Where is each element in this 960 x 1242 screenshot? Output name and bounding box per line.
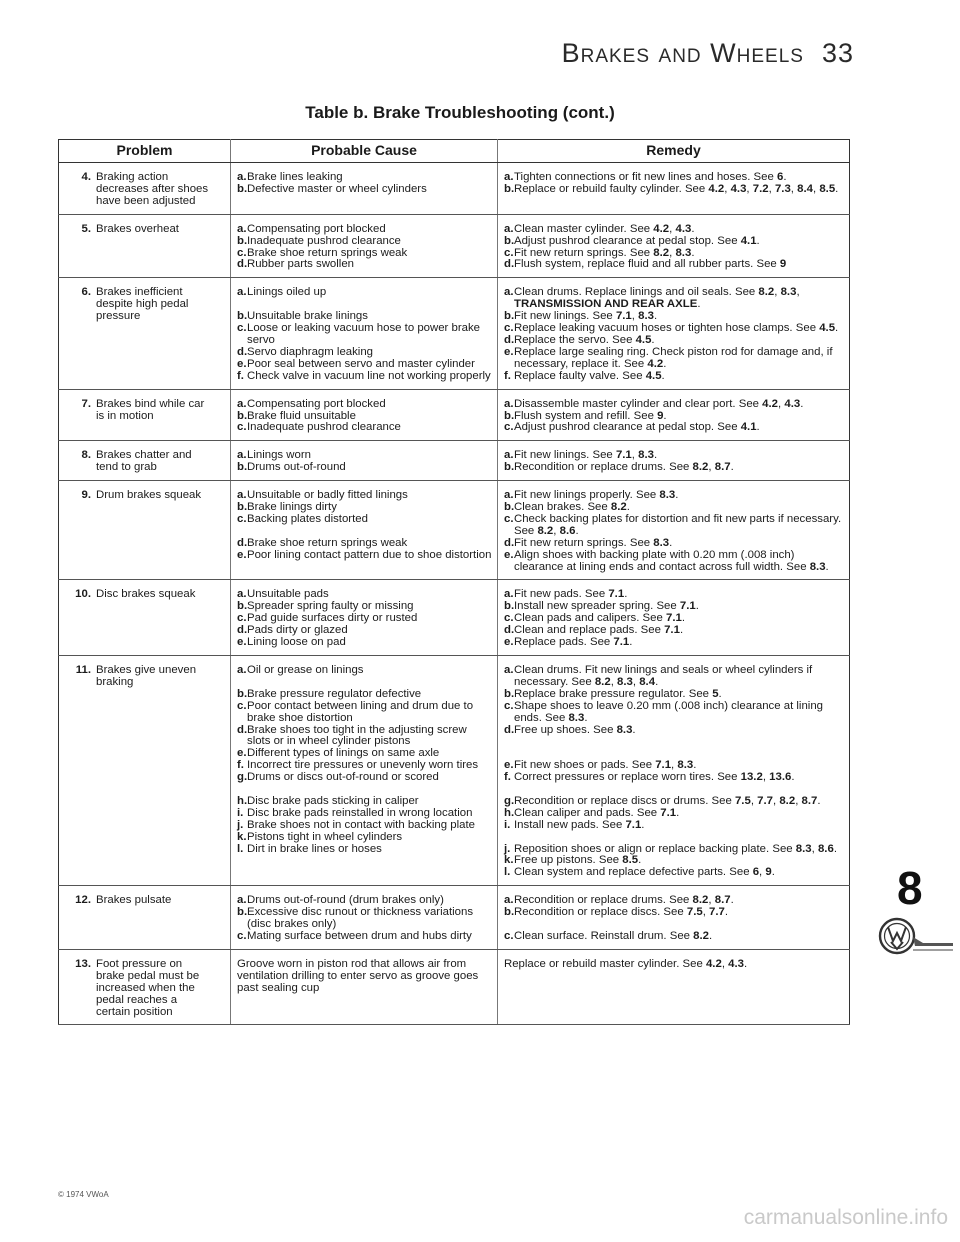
cause-letter: f.: [237, 369, 244, 382]
remedy-text: Fit new linings properly. See 8.3.: [514, 489, 679, 502]
cause-letter: c.: [237, 512, 247, 525]
cause-text: Disc brake pads sticking in caliper: [247, 794, 419, 807]
problem-number: 9.: [81, 489, 91, 502]
remedy-text: Replace leaking vacuum hoses or tighten hose clamps. See 4.5.: [514, 322, 839, 335]
cause-item: [237, 665, 493, 677]
remedy-text: Adjust pushrod clearance at pedal stop. See 4.1.: [514, 234, 760, 247]
cause-text: Disc brake pads reinstalled in wrong location: [247, 806, 473, 819]
remedy-cell: [498, 278, 850, 389]
problem-cell: [59, 278, 231, 389]
problem-text: Brakes pulsate: [96, 894, 172, 907]
remedy-text: Shape shoes to leave 0.20 mm (.008 inch) clearance at lining ends. See 8.3.: [514, 699, 823, 724]
remedy-text: Free up shoes. See 8.3.: [514, 723, 636, 736]
cause-text: Compensating port blocked: [247, 397, 386, 410]
cause-cell: [231, 949, 498, 1025]
cause-text: Brake lines leaking: [247, 171, 343, 183]
cause-text: Pad guide surfaces dirty or rusted: [247, 612, 418, 625]
remedy-letter: e.: [504, 636, 514, 649]
remedy-letter: c.: [504, 512, 514, 525]
remedy-letter: i.: [504, 818, 511, 831]
cause-item: [237, 772, 493, 784]
remedy-letter: d.: [504, 536, 515, 549]
cause-letter: a.: [237, 449, 247, 462]
cause-text: Spreader spring faulty or missing: [247, 600, 414, 613]
cause-item: [237, 820, 493, 832]
remedy-item: [504, 422, 845, 434]
cause-letter: c.: [237, 421, 247, 434]
cause-item: [237, 907, 493, 931]
remedy-letter: c.: [504, 421, 514, 434]
cause-text: Poor contact between lining and drum due to brake shoe distortion: [247, 699, 474, 724]
page-header: [562, 38, 854, 69]
cause-text: Inadequate pushrod clearance: [247, 234, 401, 247]
column-header-probable-cause: Probable Cause: [231, 140, 498, 163]
cause-item: [237, 959, 493, 995]
remedy-text: Clean surface. Reinstall drum. See 8.2.: [514, 929, 713, 942]
remedy-letter: j.: [504, 842, 511, 855]
cause-letter: a.: [237, 171, 247, 183]
problem-cell: [59, 389, 231, 441]
cause-letter: a.: [237, 894, 247, 907]
remedy-item: [504, 538, 845, 550]
remedy-letter: b.: [504, 182, 515, 195]
cause-item: [237, 844, 493, 856]
remedy-text: Replace pads. See 7.1.: [514, 636, 633, 649]
remedy-text: Flush system, replace fluid and all rubber parts. See 9: [514, 258, 787, 271]
cause-item: [237, 725, 493, 749]
cause-cell: [231, 441, 498, 481]
remedy-text: Fit new return springs. See 8.2, 8.3.: [514, 246, 695, 259]
remedy-letter: a.: [504, 222, 514, 235]
remedy-item: [504, 867, 845, 879]
remedy-item: [504, 259, 845, 271]
problem-number: 7.: [81, 397, 91, 410]
remedy-letter: d.: [504, 723, 515, 736]
cause-text: Groove worn in piston rod that allows air from ventilation drilling to enter servo as groove goes past sealing cup: [237, 957, 479, 994]
remedy-item: [504, 959, 845, 971]
cause-letter: j.: [237, 818, 244, 831]
cause-item: [237, 347, 493, 359]
table-title: Table b. Brake Troubleshooting (cont.): [305, 103, 615, 122]
cause-letter: h.: [237, 794, 248, 807]
cause-letter: i.: [237, 806, 244, 819]
cause-text: Poor seal between servo and master cylinder: [247, 357, 475, 370]
remedy-letter: b.: [504, 501, 515, 514]
problem-number: 4.: [81, 171, 91, 183]
problem-cell: [59, 214, 231, 278]
cause-letter: c.: [237, 246, 247, 259]
remedy-cell: [498, 481, 850, 580]
problem-cell: [59, 656, 231, 886]
remedy-item: [504, 287, 845, 311]
cause-item: [237, 689, 493, 701]
cause-text: Incorrect tire pressures or unevenly worn tires: [247, 759, 479, 772]
remedy-text: Fit new shoes or pads. See 7.1, 8.3.: [514, 759, 697, 772]
cause-cell: [231, 656, 498, 886]
table-row: [59, 278, 850, 389]
remedy-text: Fit new linings. See 7.1, 8.3.: [514, 449, 658, 462]
remedy-letter: c.: [504, 929, 514, 942]
remedy-text: Install new pads. See 7.1.: [514, 818, 645, 831]
cause-text: Brake fluid unsuitable: [247, 409, 356, 422]
remedy-item: [504, 772, 845, 784]
remedy-letter: h.: [504, 806, 515, 819]
remedy-text: Replace brake pressure regulator. See 5.: [514, 687, 722, 700]
cause-item: [237, 422, 493, 434]
remedy-text: Reposition shoes or align or replace backing plate. See 8.3, 8.6.: [514, 842, 837, 855]
vw-logo-icon: [877, 915, 957, 959]
table-row: [59, 441, 850, 481]
copyright-notice: © 1974 VWoA: [58, 1190, 109, 1199]
cause-letter: e.: [237, 636, 247, 649]
problem-number: 13.: [75, 957, 91, 970]
remedy-cell: [498, 389, 850, 441]
remedy-text: Clean drums. Replace linings and oil seals. See 8.2, 8.3, TRANSMISSION AND REAR AXLE.: [514, 286, 800, 311]
remedy-cell: [498, 656, 850, 886]
cause-letter: b.: [237, 409, 248, 422]
remedy-text: Clean and replace pads. See 7.1.: [514, 624, 684, 637]
cause-text: Defective master or wheel cylinders: [247, 182, 427, 195]
cause-text: Unsuitable pads: [247, 588, 329, 601]
cause-text: Loose or leaking vacuum hose to power brake servo: [247, 322, 481, 346]
cause-cell: [231, 214, 498, 278]
cause-item: [237, 832, 493, 844]
problem-cell: [59, 949, 231, 1025]
remedy-cell: [498, 886, 850, 950]
problem-text: Disc brakes squeak: [96, 588, 196, 601]
remedy-cell: [498, 441, 850, 481]
remedy-item: [504, 808, 845, 820]
cause-letter: d.: [237, 258, 248, 271]
cause-item: [237, 538, 493, 550]
remedy-item: [504, 931, 845, 943]
cause-text: Servo diaphragm leaking: [247, 345, 374, 358]
remedy-item: [504, 637, 845, 649]
remedy-cell: [498, 214, 850, 278]
cause-text: Backing plates distorted: [247, 512, 368, 525]
cause-item: [237, 224, 493, 236]
remedy-letter: f.: [504, 369, 511, 382]
table-row: [59, 886, 850, 950]
remedy-text: Clean drums. Fit new linings and seals or wheel cylinders if necessary. See 8.2, 8.3, 8.4.: [514, 664, 813, 688]
remedy-item: [504, 514, 845, 538]
remedy-text: Clean brakes. See 8.2.: [514, 501, 630, 514]
remedy-letter: b.: [504, 234, 515, 247]
column-header-remedy: Remedy: [498, 140, 850, 163]
cause-text: Compensating port blocked: [247, 222, 386, 235]
table-row: [59, 163, 850, 215]
cause-letter: c.: [237, 699, 247, 712]
table-row: [59, 214, 850, 278]
problem-text: Brakes overheat: [96, 222, 179, 235]
remedy-text: Replace the servo. See 4.5.: [514, 333, 655, 346]
problem-cell: [59, 886, 231, 950]
remedy-cell: [498, 580, 850, 656]
remedy-letter: c.: [504, 322, 514, 335]
cause-text: Excessive disc runout or thickness variations (disc brakes only): [247, 906, 474, 931]
cause-cell: [231, 481, 498, 580]
cause-cell: [231, 389, 498, 441]
remedy-cell: [498, 949, 850, 1025]
cause-item: [237, 462, 493, 474]
cause-letter: e.: [237, 747, 247, 760]
cause-text: Check valve in vacuum line not working properly: [247, 369, 491, 382]
remedy-letter: a.: [504, 171, 514, 183]
problem-text: Brakes inefficient despite high pedal pressure: [96, 286, 189, 323]
remedy-text: Fit new pads. See 7.1.: [514, 588, 628, 601]
cause-letter: c.: [237, 612, 247, 625]
problem-text: Braking action decreases after shoes have been adjusted: [96, 171, 209, 207]
remedy-text: Align shoes with backing plate with 0.20 mm (.008 inch) clearance at lining ends and contact across full width. See 8.3.: [514, 548, 829, 573]
cause-text: Poor lining contact pattern due to shoe distortion: [247, 548, 492, 561]
remedy-letter: b.: [504, 310, 515, 323]
cause-letter: k.: [237, 830, 247, 843]
problem-number: 8.: [81, 449, 91, 462]
remedy-letter: c.: [504, 612, 514, 625]
cause-text: Unsuitable or badly fitted linings: [247, 489, 408, 502]
cause-text: Lining loose on pad: [247, 636, 346, 649]
cause-item: [237, 287, 493, 299]
cause-letter: b.: [237, 906, 248, 919]
cause-letter: b.: [237, 182, 248, 195]
cause-letter: b.: [237, 687, 248, 700]
remedy-letter: a.: [504, 449, 514, 462]
remedy-letter: a.: [504, 489, 514, 502]
cause-letter: b.: [237, 234, 248, 247]
cause-text: Drums out-of-round: [247, 461, 346, 474]
problem-text: Brakes give uneven braking: [96, 664, 197, 688]
cause-text: Brake pressure regulator defective: [247, 687, 422, 700]
problem-number: 12.: [75, 894, 91, 907]
remedy-letter: c.: [504, 699, 514, 712]
remedy-text: Clean master cylinder. See 4.2, 4.3.: [514, 222, 695, 235]
problem-cell: [59, 481, 231, 580]
remedy-item: [504, 184, 845, 196]
cause-text: Brake shoe return springs weak: [247, 536, 408, 549]
cause-text: Brake shoe return springs weak: [247, 246, 408, 259]
remedy-text: Recondition or replace drums. See 8.2, 8.7.: [514, 461, 734, 474]
remedy-text: Replace or rebuild faulty cylinder. See 4.2, 4.3, 7.2, 7.3, 8.4, 8.5.: [514, 182, 839, 195]
cause-text: Unsuitable brake linings: [247, 310, 368, 323]
table-row: [59, 656, 850, 886]
cause-letter: c.: [237, 929, 247, 942]
remedy-item: [504, 725, 845, 737]
remedy-text: Replace or rebuild master cylinder. See 4.2, 4.3.: [504, 957, 748, 970]
cause-letter: a.: [237, 489, 247, 502]
cause-item: [237, 701, 493, 725]
cause-item: [237, 808, 493, 820]
remedy-letter: b.: [504, 461, 515, 474]
chapter-tab-number: 8: [897, 862, 923, 914]
cause-letter: e.: [237, 548, 247, 561]
problem-cell: [59, 163, 231, 215]
column-header-problem: Problem: [59, 140, 231, 163]
cause-cell: [231, 278, 498, 389]
remedy-letter: d.: [504, 258, 515, 271]
cause-item: [237, 550, 493, 562]
cause-letter: d.: [237, 624, 248, 637]
problem-text: Brakes chatter and tend to grab: [96, 449, 192, 474]
cause-letter: a.: [237, 286, 247, 299]
problem-number: 10.: [75, 588, 91, 601]
cause-letter: b.: [237, 501, 248, 514]
cause-cell: [231, 886, 498, 950]
table-row: [59, 481, 850, 580]
cause-item: [237, 236, 493, 248]
remedy-letter: e.: [504, 548, 514, 561]
problem-text: Brakes bind while car is in motion: [96, 397, 205, 422]
page-number: 33: [821, 38, 854, 68]
cause-text: Pistons tight in wheel cylinders: [247, 830, 403, 843]
cause-item: [237, 637, 493, 649]
remedy-item: [504, 689, 845, 701]
cause-letter: d.: [237, 536, 248, 549]
remedy-text: Replace faulty valve. See 4.5.: [514, 369, 665, 382]
remedy-text: Flush system and refill. See 9.: [514, 409, 667, 422]
remedy-text: Clean system and replace defective parts. See 6, 9.: [514, 866, 775, 879]
cause-letter: c.: [237, 322, 247, 335]
cause-text: Inadequate pushrod clearance: [247, 421, 401, 434]
cause-text: Brake linings dirty: [247, 501, 337, 514]
remedy-letter: a.: [504, 588, 514, 601]
remedy-text: Recondition or replace drums. See 8.2, 8.7.: [514, 894, 734, 907]
remedy-item: [504, 907, 845, 919]
cause-letter: e.: [237, 357, 247, 370]
table-body: [59, 163, 850, 1025]
problem-cell: [59, 441, 231, 481]
cause-letter: a.: [237, 588, 247, 601]
cause-text: Linings worn: [247, 449, 311, 462]
remedy-text: Recondition or replace discs. See 7.5, 7.7.: [514, 906, 729, 919]
remedy-text: Fit new return springs. See 8.3.: [514, 536, 673, 549]
cause-text: Drums out-of-round (drum brakes only): [247, 894, 444, 907]
cause-cell: [231, 163, 498, 215]
problem-cell: [59, 580, 231, 656]
remedy-letter: d.: [504, 624, 515, 637]
remedy-item: [504, 371, 845, 383]
cause-text: Dirt in brake lines or hoses: [247, 842, 382, 855]
remedy-cell: [498, 163, 850, 215]
troubleshooting-table: [58, 139, 850, 1025]
remedy-item: [504, 550, 845, 574]
cause-item: [237, 259, 493, 271]
remedy-letter: f.: [504, 771, 511, 784]
cause-text: Oil or grease on linings: [247, 664, 364, 676]
cause-text: Pads dirty or glazed: [247, 624, 348, 637]
table-row: [59, 949, 850, 1025]
cause-letter: b.: [237, 461, 248, 474]
remedy-letter: a.: [504, 894, 514, 907]
cause-text: Brake shoes too tight in the adjusting screw slots or in wheel cylinder pistons: [247, 723, 467, 748]
remedy-text: Tighten connections or fit new lines and hoses. See 6.: [514, 171, 787, 183]
problem-number: 11.: [75, 664, 91, 676]
cause-letter: f.: [237, 759, 244, 772]
remedy-text: Recondition or replace discs or drums. See 7.5, 7.7, 8.2, 8.7.: [514, 794, 821, 807]
cause-text: Rubber parts swollen: [247, 258, 354, 271]
remedy-letter: c.: [504, 246, 514, 259]
remedy-text: Replace large sealing ring. Check piston rod for damage and, if necessary, replace it. See 4.2.: [514, 345, 833, 370]
cause-text: Drums or discs out-of-round or scored: [247, 771, 439, 784]
remedy-letter: g.: [504, 794, 515, 807]
remedy-item: [504, 701, 845, 725]
problem-number: 6.: [81, 286, 91, 299]
problem-text: Foot pressure on brake pedal must be increased when the pedal reaches a certain position: [96, 957, 200, 1018]
remedy-text: Fit new linings. See 7.1, 8.3.: [514, 310, 658, 323]
remedy-text: Check backing plates for distortion and fit new parts if necessary. See 8.2, 8.6.: [514, 512, 842, 537]
remedy-letter: a.: [504, 286, 514, 299]
cause-letter: a.: [237, 397, 247, 410]
cause-letter: a.: [237, 664, 247, 676]
remedy-letter: b.: [504, 600, 515, 613]
table-header-row: [59, 140, 850, 163]
cause-letter: l.: [237, 842, 244, 855]
cause-letter: a.: [237, 222, 247, 235]
cause-item: [237, 399, 493, 411]
remedy-letter: b.: [504, 409, 515, 422]
cause-item: [237, 323, 493, 347]
remedy-item: [504, 224, 845, 236]
remedy-letter: l.: [504, 866, 511, 879]
cause-text: Brake shoes not in contact with backing plate: [247, 818, 475, 831]
cause-cell: [231, 580, 498, 656]
remedy-text: Correct pressures or replace worn tires. See 13.2, 13.6.: [514, 771, 795, 784]
cause-letter: g.: [237, 771, 248, 784]
remedy-letter: d.: [504, 333, 515, 346]
running-title: Brakes and Wheels: [561, 38, 804, 68]
cause-item: [237, 931, 493, 943]
remedy-letter: e.: [504, 759, 514, 772]
remedy-text: Disassemble master cylinder and clear port. See 4.2, 4.3.: [514, 397, 804, 410]
remedy-text: Clean caliper and pads. See 7.1.: [514, 806, 680, 819]
remedy-text: Clean pads and calipers. See 7.1.: [514, 612, 685, 625]
cause-text: Different types of linings on same axle: [247, 747, 440, 760]
cause-item: [237, 359, 493, 371]
remedy-text: Free up pistons. See 8.5.: [514, 854, 642, 867]
cause-text: Linings oiled up: [247, 286, 327, 299]
remedy-item: [504, 347, 845, 371]
cause-text: Mating surface between drum and hubs dirty: [247, 929, 472, 942]
remedy-letter: b.: [504, 906, 515, 919]
watermark: carmanualsonline.info: [743, 1206, 948, 1229]
problem-text: Drum brakes squeak: [96, 489, 202, 502]
remedy-text: Install new spreader spring. See 7.1.: [514, 600, 699, 613]
cause-letter: d.: [237, 723, 248, 736]
remedy-item: [504, 820, 845, 832]
cause-letter: b.: [237, 310, 248, 323]
remedy-text: Adjust pushrod clearance at pedal stop. See 4.1.: [514, 421, 760, 434]
remedy-item: [504, 399, 845, 411]
remedy-letter: k.: [504, 854, 514, 867]
remedy-item: [504, 665, 845, 689]
cause-letter: d.: [237, 345, 248, 358]
remedy-item: [504, 462, 845, 474]
cause-item: [237, 184, 493, 196]
cause-letter: b.: [237, 600, 248, 613]
table-row: [59, 580, 850, 656]
remedy-letter: a.: [504, 397, 514, 410]
cause-item: [237, 514, 493, 526]
table-row: [59, 389, 850, 441]
cause-item: [237, 371, 493, 383]
problem-number: 5.: [81, 222, 91, 235]
remedy-letter: e.: [504, 345, 514, 358]
remedy-letter: b.: [504, 687, 515, 700]
remedy-letter: a.: [504, 664, 514, 676]
